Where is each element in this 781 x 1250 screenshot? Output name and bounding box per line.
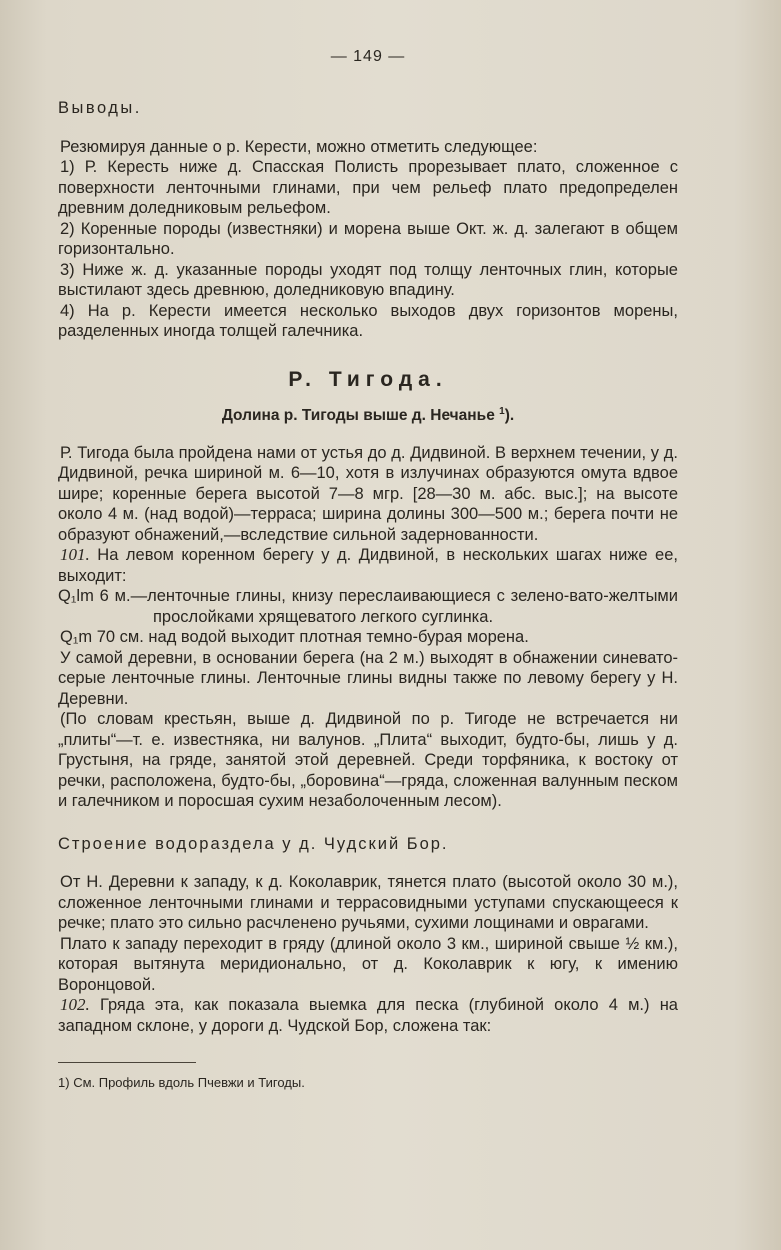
subsection-title bbox=[58, 406, 678, 425]
item-101-number: 101. bbox=[60, 545, 90, 565]
footnote-text: См. Профиль вдоль Пчевжи и Тигоды. bbox=[73, 1075, 305, 1091]
conclusion-item: 1) Р. Кересть ниже д. Спасская Полисть прорезывает плато, сложенное с поверхности ленточными глинами, при чем рельеф плато предопределен древним доледниковым рельефом. bbox=[58, 158, 678, 217]
paragraph-village: У самой деревни, в основании берега (на 2 м.) выходят в обнажении синевато-серые ленточные глины. Ленточные глины видны также по левому берегу у Н. Деревни. bbox=[58, 648, 678, 708]
conclusions-heading: Выводы. bbox=[58, 99, 142, 117]
footnote-divider bbox=[58, 1062, 196, 1063]
layer-description: Q₁m 70 см. над водой выходит плотная темно-бурая морена. bbox=[60, 628, 529, 647]
page-number: — 149 — bbox=[330, 48, 406, 65]
subsection-title-text: Долина р. Тигоды выше д. Нечанье bbox=[221, 406, 495, 424]
conclusion-item: 4) На р. Керести имеется несколько выходов двух горизонтов морены, разделенных иногда толщей галечника. bbox=[58, 301, 678, 340]
paragraph-tigoda: Р. Тигода была пройдена нами от устья до д. Дидвиной. В верхнем течении, у д. Дидвиной, речка шириной м. 6—10, хотя в излучинах образуются омута вдвое шире; коренные берега высотой 7—8 мгр. [28—30 м. абс. выс.]; на высоте около 4 м. (над водой)—терраса; ширина долины 300—500 м.; берега почти не образуют обнажений,—вследствие сильной задернованности. bbox=[58, 443, 678, 544]
subsection-title-end: ). bbox=[504, 406, 515, 424]
section-title: Р. Тигода. bbox=[288, 367, 448, 391]
conclusion-item: 3) Ниже ж. д. указанные породы уходят под толщу ленточных глин, которые выстилают здесь древнюю, доледниковую впадину. bbox=[58, 260, 678, 299]
page-content bbox=[58, 48, 678, 1091]
item-101-text: На левом коренном берегу у д. Дидвиной, в нескольких шагах ниже ее, выходит: bbox=[58, 546, 678, 585]
footnote-mark: 1) bbox=[58, 1075, 70, 1091]
item-101 bbox=[58, 545, 678, 586]
conclusion-item: 2) Коренные породы (известняки) и морена выше Окт. ж. д. залегают в общем горизонтально. bbox=[58, 219, 678, 258]
paragraph-plateau: От Н. Деревни к западу, к д. Коколаврик, тянется плато (высотой около 30 м.), сложенное ленточными глинами и террасовидными уступами спускающееся к речке; плато это сильно расчленено ручьями, сухими лощинами и оврагами. bbox=[58, 873, 678, 933]
conclusions-intro: Резюмируя данные о р. Керести, можно отметить следующее: bbox=[60, 137, 538, 156]
layer-description: Q₁lm 6 м.—ленточные глины, книзу переслаивающиеся с зелено-вато-желтыми прослойками хрящеватого легкого суглинка. bbox=[58, 587, 678, 626]
paragraph-peasants: (По словам крестьян, выше д. Дидвиной по р. Тигоде не встречается ни „плиты“—т. е. известняка, ни валунов. „Плита“ выходит, будто-бы, лишь у д. Грустыня, на гряде, занятой этой деревней. Среди торфяника, к востоку от речки, расположена, будто-бы, „боровина“—гряда, сложенная валунным песком и галечником и поросшая сухим незаболоченным лесом). bbox=[58, 710, 678, 811]
footnote-reference: 1 bbox=[499, 405, 505, 417]
item-102 bbox=[58, 995, 678, 1036]
item-102-text: Гряда эта, как показала выемка для песка (глубиной около 4 м.) на западном склоне, у дороги д. Чудской Бор, сложена так: bbox=[58, 996, 678, 1035]
item-102-number: 102. bbox=[60, 995, 90, 1015]
subheading-divide: Строение водораздела у д. Чудский Бор. bbox=[58, 834, 449, 853]
paragraph-ridge: Плато к западу переходит в гряду (длиной около 3 км., шириной свыше ½ км.), которая вытянута меридионально, от д. Коколаврик к югу, к имению Воронцовой. bbox=[58, 934, 678, 994]
footnote bbox=[58, 1075, 678, 1091]
